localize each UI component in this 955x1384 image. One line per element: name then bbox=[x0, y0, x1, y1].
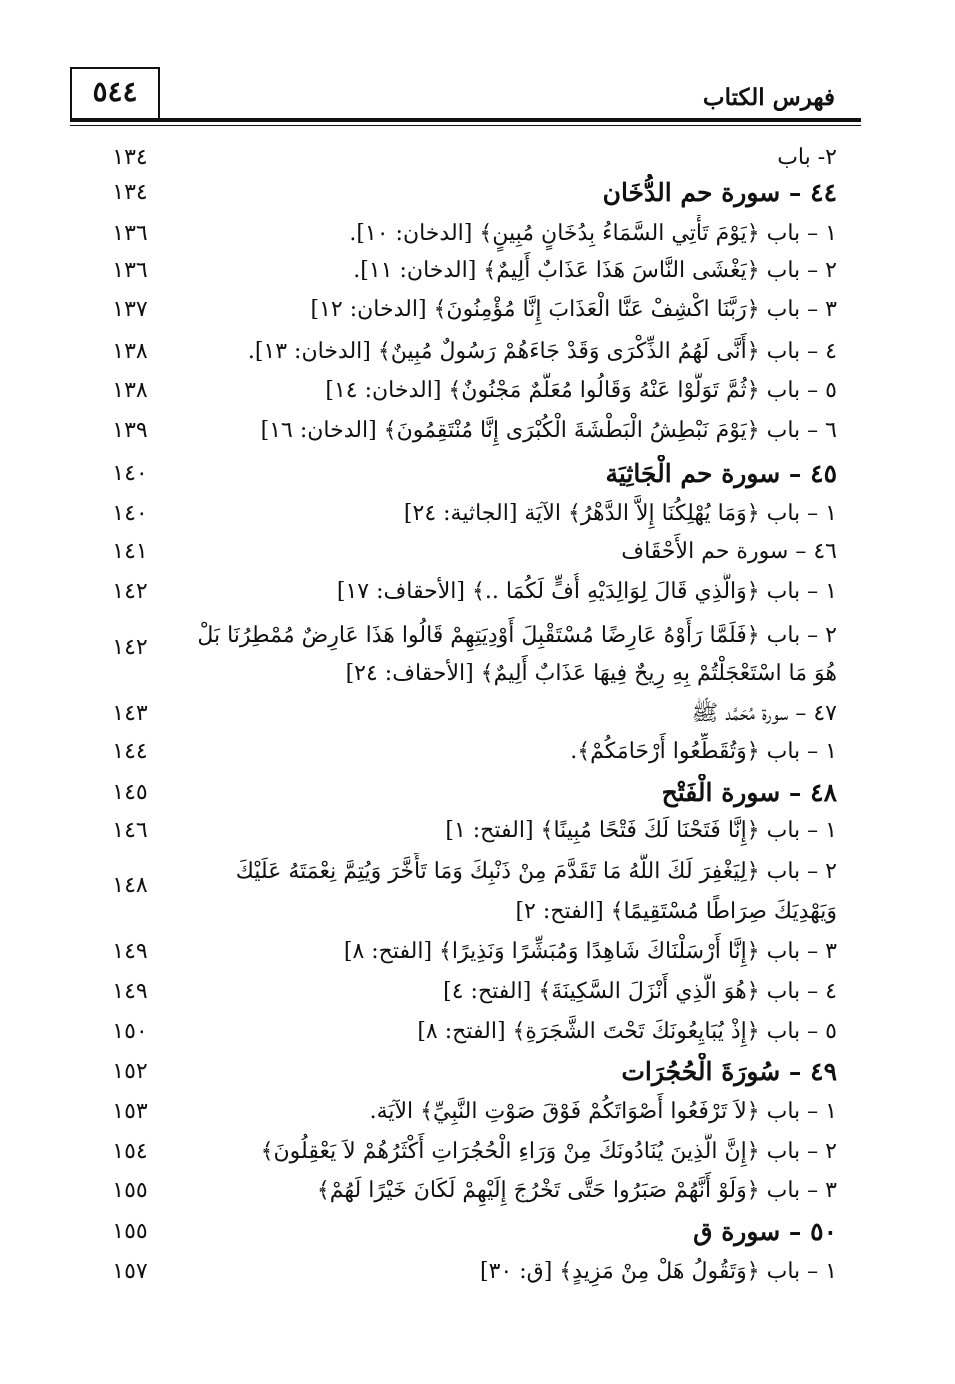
toc-entry-text: ٤ – باب ﴿أَنَّى لَهُمُ الذِّكْرَى وَقَدْ جَاءَهُمْ رَسُولٌ مُبِينٌ﴾ [الدخان: ١٣]. bbox=[247, 339, 837, 364]
toc-entry-text: ٢ – باب ﴿يَغْشَى النَّاسَ هَذَا عَذَابٌ أَلِيمٌ﴾ [الدخان: ١١]. bbox=[353, 258, 837, 283]
sura-heading: ٥٠ – سورة ق bbox=[693, 1217, 837, 1246]
toc-page-number: ١٣٤ bbox=[112, 145, 148, 170]
toc-row bbox=[0, 291, 955, 331]
toc-entry-text: ١ – باب ﴿وَمَا يُهْلِكُنَا إِلاَّ الدَّهْرُ﴾ الآيَة [الجاثية: ٢٤] bbox=[403, 501, 837, 526]
toc-page-number: ١٤٩ bbox=[112, 979, 148, 1004]
toc-page-number: ١٥٣ bbox=[112, 1099, 148, 1124]
toc-row bbox=[0, 933, 955, 973]
toc-row bbox=[0, 1253, 955, 1293]
toc-row bbox=[0, 533, 955, 573]
toc-row bbox=[0, 495, 955, 535]
toc-page-number: ١٤٥ bbox=[112, 780, 148, 805]
toc-entry-text: ٢ – باب ﴿فَلَمَّا رَأَوْهُ عَارِضًا مُسْتَقْبِلَ أَوْدِيَتِهِمْ قَالُوا هَذَا عَارِضٌ مُمْطِرُنَا بَلْ bbox=[197, 623, 837, 648]
toc-entry-continuation: هُوَ مَا اسْتَعْجَلْتُمْ بِهِ رِيحٌ فِيهَا عَذَابٌ أَلِيمٌ﴾ [الأحقاف: ٢٤] bbox=[345, 661, 837, 686]
toc-row bbox=[0, 1013, 955, 1053]
toc-row bbox=[0, 1133, 955, 1173]
toc-entry-text: ١ – باب ﴿لاَ تَرْفَعُوا أَصْوَاتَكُمْ فَوْقَ صَوْتِ النَّبِيِّ﴾ الآيَة. bbox=[369, 1099, 837, 1124]
toc-page-number: ١٤٣ bbox=[112, 701, 148, 726]
toc-entry-text: ٣ – باب ﴿رَبَّنَا اكْشِفْ عَنَّا الْعَذَابَ إِنَّا مُؤْمِنُونَ﴾ [الدخان: ١٢] bbox=[310, 297, 837, 322]
toc-row bbox=[0, 893, 955, 933]
sura-heading: ٤٨ – سورة الْفَتْح bbox=[661, 778, 837, 807]
toc-page-number: ١٣٩ bbox=[112, 418, 148, 443]
toc-row bbox=[0, 174, 955, 214]
sura-heading: ٤٧ – سورة مُحَمَّد ﷺ bbox=[691, 701, 837, 726]
toc-page-number: ١٣٨ bbox=[112, 339, 148, 364]
page-number: ٥٤٤ bbox=[92, 75, 138, 108]
toc-row bbox=[0, 333, 955, 373]
toc-page-number: ١٥٥ bbox=[112, 1178, 148, 1203]
toc-page-number: ١٣٦ bbox=[112, 221, 148, 246]
toc-row bbox=[0, 1053, 955, 1093]
toc-row bbox=[0, 139, 955, 179]
toc-page-number: ١٤٩ bbox=[112, 939, 148, 964]
toc-row bbox=[0, 412, 955, 452]
toc-page-number: ١٥٤ bbox=[112, 1139, 148, 1164]
toc-entry-text: ٢ – باب ﴿لِيَغْفِرَ لَكَ اللَّهُ مَا تَقَدَّمَ مِنْ ذَنْبِكَ وَمَا تَأَخَّرَ وَيُتِمَّ نِعْمَتَهُ عَلَيْكَ bbox=[235, 859, 837, 884]
sura-heading: ٤٦ – سورة حم الأَحْقَاف bbox=[621, 539, 837, 564]
toc-row bbox=[0, 733, 955, 773]
toc-entry-text: ٣ – باب ﴿إِنَّا أَرْسَلْنَاكَ شَاهِدًا وَمُبَشِّرًا وَنَذِيرًا﴾ [الفتح: ٨] bbox=[343, 939, 837, 964]
toc-page-number: ١٤٢ bbox=[112, 579, 148, 604]
toc-entry-text: ٣ – باب ﴿وَلَوْ أَنَّهُمْ صَبَرُوا حَتَّى تَخْرُجَ إِلَيْهِمْ لَكَانَ خَيْرًا لَهُمْ﴾ bbox=[316, 1178, 837, 1203]
toc-page-number: ١٤٨ bbox=[112, 873, 148, 898]
toc-row bbox=[0, 1093, 955, 1133]
toc-entry-text: ٥ – باب ﴿ثُمَّ تَوَلَّوْا عَنْهُ وَقَالُوا مُعَلَّمٌ مَجْنُونٌ﴾ [الدخان: ١٤] bbox=[325, 378, 837, 403]
toc-row bbox=[0, 812, 955, 852]
toc-row bbox=[0, 695, 955, 735]
toc-page-number: ١٣٦ bbox=[112, 258, 148, 283]
toc-page-number: ١٤٠ bbox=[112, 461, 148, 486]
toc-entry-continuation: وَيَهْدِيَكَ صِرَاطًا مُسْتَقِيمًا﴾ [الفتح: ٢] bbox=[515, 899, 837, 924]
toc-row bbox=[0, 1213, 955, 1253]
toc-row bbox=[0, 853, 955, 898]
toc-entry-text: ١ – باب ﴿وَالَّذِي قَالَ لِوَالِدَيْهِ أُفٍّ لَكُمَا ..﴾ [الأحقاف: ١٧] bbox=[336, 579, 837, 604]
toc-page-number: ١٤٠ bbox=[112, 501, 148, 526]
toc-page-number: ١٥٥ bbox=[112, 1219, 148, 1244]
toc-entry-text: ٢- باب bbox=[777, 145, 837, 170]
toc-row bbox=[0, 973, 955, 1013]
toc-row bbox=[0, 573, 955, 613]
sura-heading: ٤٤ – سورة حم الدُّخَان bbox=[602, 178, 837, 207]
toc-row bbox=[0, 655, 955, 695]
sura-heading: ٤٥ – سورة حم الْجَاثِيَة bbox=[605, 459, 837, 488]
toc-page-number: ١٥٢ bbox=[112, 1059, 148, 1084]
toc-page-number: ١٤١ bbox=[112, 539, 148, 564]
toc-row bbox=[0, 1172, 955, 1212]
toc-entry-text: ٦ – باب ﴿يَوْمَ نَبْطِشُ الْبَطْشَةَ الْكُبْرَى إِنَّا مُنْتَقِمُونَ﴾ [الدخان: ١٦] bbox=[260, 418, 837, 443]
sura-heading: ٤٩ – سُورَةَ الْحُجُرَات bbox=[621, 1057, 837, 1086]
toc-page-number: ١٣٨ bbox=[112, 378, 148, 403]
toc-page-number: ١٣٤ bbox=[112, 180, 148, 205]
toc-entry-text: ٤ – باب ﴿هُوَ الَّذِي أَنْزَلَ السَّكِينَةَ﴾ [الفتح: ٤] bbox=[443, 979, 837, 1004]
toc-entry-text: ١ – باب ﴿وَتَقُولُ هَلْ مِنْ مَزِيدٍ﴾ [ق: ٣٠] bbox=[479, 1259, 837, 1284]
toc-page-number: ١٤٤ bbox=[112, 739, 148, 764]
toc-page-number: ١٤٦ bbox=[112, 818, 148, 843]
toc-entry-text: ٥ – باب ﴿إِذْ يُبَايِعُونَكَ تَحْتَ الشَّجَرَةِ﴾ [الفتح: ٨] bbox=[417, 1019, 837, 1044]
toc-page-number: ١٥٧ bbox=[112, 1259, 148, 1284]
toc-entry-text: ١ – باب ﴿يَوْمَ تَأْتِي السَّمَاءُ بِدُخَانٍ مُبِينٍ﴾ [الدخان: ١٠]. bbox=[349, 221, 837, 246]
toc-entry-text: ٢ – باب ﴿إِنَّ الَّذِينَ يُنَادُونَكَ مِنْ وَرَاءِ الْحُجُرَاتِ أَكْثَرُهُمْ لاَ يَعْقِلُونَ﴾ bbox=[260, 1139, 837, 1164]
toc-entry-text: ١ – باب ﴿إِنَّا فَتَحْنَا لَكَ فَتْحًا مُبِينًا﴾ [الفتح: ١] bbox=[445, 818, 837, 843]
toc-row bbox=[0, 455, 955, 495]
toc-row bbox=[0, 372, 955, 412]
toc-page-number: ١٣٧ bbox=[112, 297, 148, 322]
toc-page-number: ١٥٠ bbox=[112, 1019, 148, 1044]
running-title: فهرس الكتاب bbox=[702, 84, 835, 111]
toc-row bbox=[0, 252, 955, 292]
toc-row bbox=[0, 774, 955, 814]
toc-row bbox=[0, 215, 955, 255]
toc-entry-text: ١ – باب ﴿وَتُقَطِّعُوا أَرْحَامَكُمْ﴾. bbox=[570, 739, 837, 764]
toc-page-number: ١٤٢ bbox=[112, 635, 148, 660]
toc-row bbox=[0, 617, 955, 660]
